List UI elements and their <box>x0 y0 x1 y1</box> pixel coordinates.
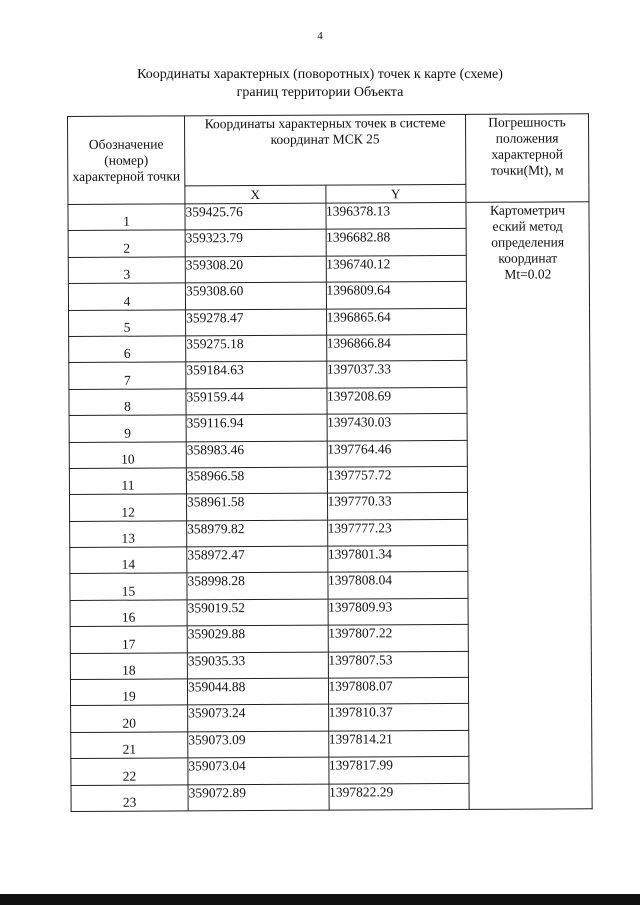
coord-x: 359019.52 <box>187 599 328 626</box>
coord-x: 359159.44 <box>186 388 327 415</box>
point-number: 6 <box>69 336 186 363</box>
method-line: Mt=0.02 <box>504 266 552 282</box>
point-number: 11 <box>69 468 186 495</box>
point-number: 16 <box>70 600 187 627</box>
coord-x: 359073.09 <box>188 731 329 758</box>
coord-x: 359308.20 <box>185 256 326 283</box>
coord-y: 1396378.13 <box>325 202 466 229</box>
header-designation: Обозначение (номер) характерной точки <box>68 116 185 205</box>
coord-y: 1396682.88 <box>326 229 467 256</box>
method-line: определения <box>491 234 565 250</box>
coord-x: 359425.76 <box>185 203 326 230</box>
point-number: 10 <box>69 441 186 468</box>
coord-x: 359323.79 <box>185 230 326 257</box>
coordinates-table <box>67 113 593 812</box>
point-number: 7 <box>69 362 186 389</box>
coord-x: 358998.28 <box>187 573 328 600</box>
header-y: Y <box>325 184 466 203</box>
coord-x: 359044.88 <box>187 678 328 705</box>
coord-x: 359278.47 <box>186 309 327 336</box>
coord-x: 358966.58 <box>186 467 327 494</box>
point-number: 22 <box>71 758 188 785</box>
coord-y: 1397817.99 <box>328 757 469 784</box>
coord-x: 359184.63 <box>186 361 327 388</box>
coord-y: 1397430.03 <box>327 414 468 441</box>
error-method-cell <box>466 202 592 810</box>
title-line-2: границ территории Объекта <box>236 85 404 100</box>
point-number: 17 <box>70 626 187 653</box>
point-number: 4 <box>68 283 185 310</box>
coord-x: 358983.46 <box>186 441 327 468</box>
coord-x: 359275.18 <box>186 335 327 362</box>
coord-x: 358979.82 <box>187 520 328 547</box>
coord-y: 1397822.29 <box>328 783 469 810</box>
coord-y: 1396740.12 <box>326 255 467 282</box>
coord-y: 1397770.33 <box>327 493 468 520</box>
coord-y: 1396866.84 <box>326 334 467 361</box>
coord-y: 1397810.37 <box>328 704 469 731</box>
point-number: 14 <box>70 547 187 574</box>
coord-x: 358972.47 <box>187 546 328 573</box>
coord-x: 359308.60 <box>185 282 326 309</box>
point-number: 18 <box>70 653 187 680</box>
coord-y: 1397208.69 <box>326 387 467 414</box>
coord-y: 1397807.22 <box>328 625 469 652</box>
method-line: еский метод <box>492 218 563 234</box>
coord-x: 359029.88 <box>187 625 328 652</box>
coord-y: 1396865.64 <box>326 308 467 335</box>
coord-y: 1396809.64 <box>326 282 467 309</box>
header-error: Погрешность положения характерной точки(Mt), м <box>465 114 588 203</box>
coord-y: 1397814.21 <box>328 730 469 757</box>
point-number: 12 <box>69 494 186 521</box>
coord-y: 1397801.34 <box>327 545 468 572</box>
scan-edge-bar <box>0 894 640 905</box>
title-line-1: Координаты характерных (поворотных) точек к карте (схеме) <box>137 67 503 82</box>
point-number: 20 <box>71 705 188 732</box>
coord-x: 359116.94 <box>186 414 327 441</box>
point-number: 2 <box>68 230 185 257</box>
point-number: 13 <box>70 521 187 548</box>
point-number: 21 <box>71 732 188 759</box>
table-header-row <box>68 114 589 187</box>
coord-x: 359073.04 <box>188 757 329 784</box>
coord-y: 1397809.93 <box>328 598 469 625</box>
coord-y: 1397764.46 <box>327 440 468 467</box>
coord-x: 359072.89 <box>188 784 329 811</box>
coord-x: 359035.33 <box>187 652 328 679</box>
point-number: 19 <box>70 679 187 706</box>
point-number: 15 <box>70 573 187 600</box>
coord-y: 1397037.33 <box>326 361 467 388</box>
table-body <box>68 202 592 812</box>
point-number: 3 <box>68 257 185 284</box>
page-number: 4 <box>317 30 323 42</box>
coord-x: 359073.24 <box>188 705 329 732</box>
point-number: 23 <box>71 784 188 811</box>
method-line: координат <box>498 250 558 266</box>
point-number: 9 <box>69 415 186 442</box>
coord-y: 1397777.23 <box>327 519 468 546</box>
coord-y: 1397757.72 <box>327 466 468 493</box>
coord-y: 1397807.53 <box>328 651 469 678</box>
method-line: Картометрич <box>489 202 566 218</box>
document-title <box>0 66 640 102</box>
coord-y: 1397808.04 <box>327 572 468 599</box>
table-row <box>68 202 589 231</box>
point-number: 5 <box>69 309 186 336</box>
coord-y: 1397808.07 <box>328 677 469 704</box>
point-number: 8 <box>69 389 186 416</box>
point-number: 1 <box>68 204 185 231</box>
header-coordinates: Координаты характерных точек в системе координат МСК 25 <box>185 114 466 185</box>
coord-x: 358961.58 <box>186 493 327 520</box>
header-x: X <box>185 185 326 204</box>
